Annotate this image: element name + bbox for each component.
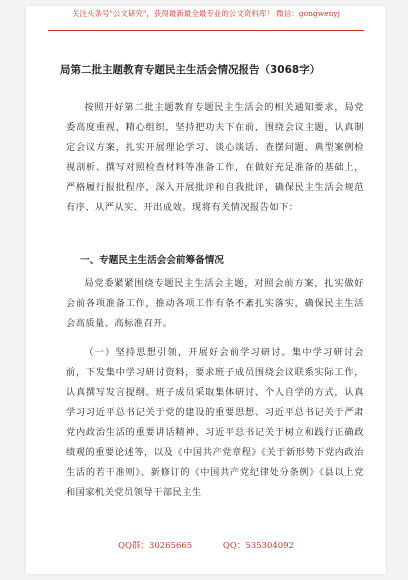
paragraph-section-intro: 局党委紧紧围绕专题民主生活会主题，对照会前方案，扎实做好会前各项准备工作，推动各项工作有条不紊扎实落实，确保民主生活会高质量、高标准召开。 <box>66 278 364 329</box>
document-page <box>26 6 386 574</box>
paragraph-intro: 按照开好第二批主题教育专题民主生活会的相关通知要求，局党委高度重视，精心组织，坚持把功夫下在前，围绕会议主题，认真制定会议方案，扎实开展理论学习、谈心谈话、查摆问题、典型案例检视剖析、撰写对照检查材料等准备工作，在做好充足准备的基础上，严格履行报批程序，深入开展批评和自我批评，确保民主生活会规范有序、从严从实、开出成效。现将有关情况报告如下： <box>66 102 364 213</box>
paragraph-study: （一）坚持思想引领，开展好会前学习研讨。集中学习研讨会前，下发集中学习研讨资料，要求班子成员围绕会议联系实际工作，认真撰写发言提纲。班子成员采取集体研讨、个人自学的方式，认真学习习近平总书记关于党的建设的重要思想、习近平总书记关于严肃党内政治生活的重要讲话精神、习近平总书记关于树立和践行正确政绩观的重要论述等，以及《中国共产党章程》《关于新形势下党内政治生活的若干准则》、新修订的《中国共产党纪律处分条例》《县以上党和国家机关党员领导干部民主生 <box>66 347 364 498</box>
footer-qq-group: QQ群：30265665 <box>117 541 193 551</box>
footer-contact <box>26 539 386 551</box>
footer-qq: QQ：535304092 <box>222 541 294 551</box>
section-heading: 一、专题民主生活会会前筹备情况 <box>80 255 224 266</box>
header-divider <box>48 30 364 31</box>
header-note: 关注头条号"公文研究"，获得最新最全最专业的公文资料库！ 微信：gongwenyj <box>72 9 340 18</box>
document-title: 局第二批主题教育专题民主生活会情况报告（3068字） <box>60 64 321 76</box>
